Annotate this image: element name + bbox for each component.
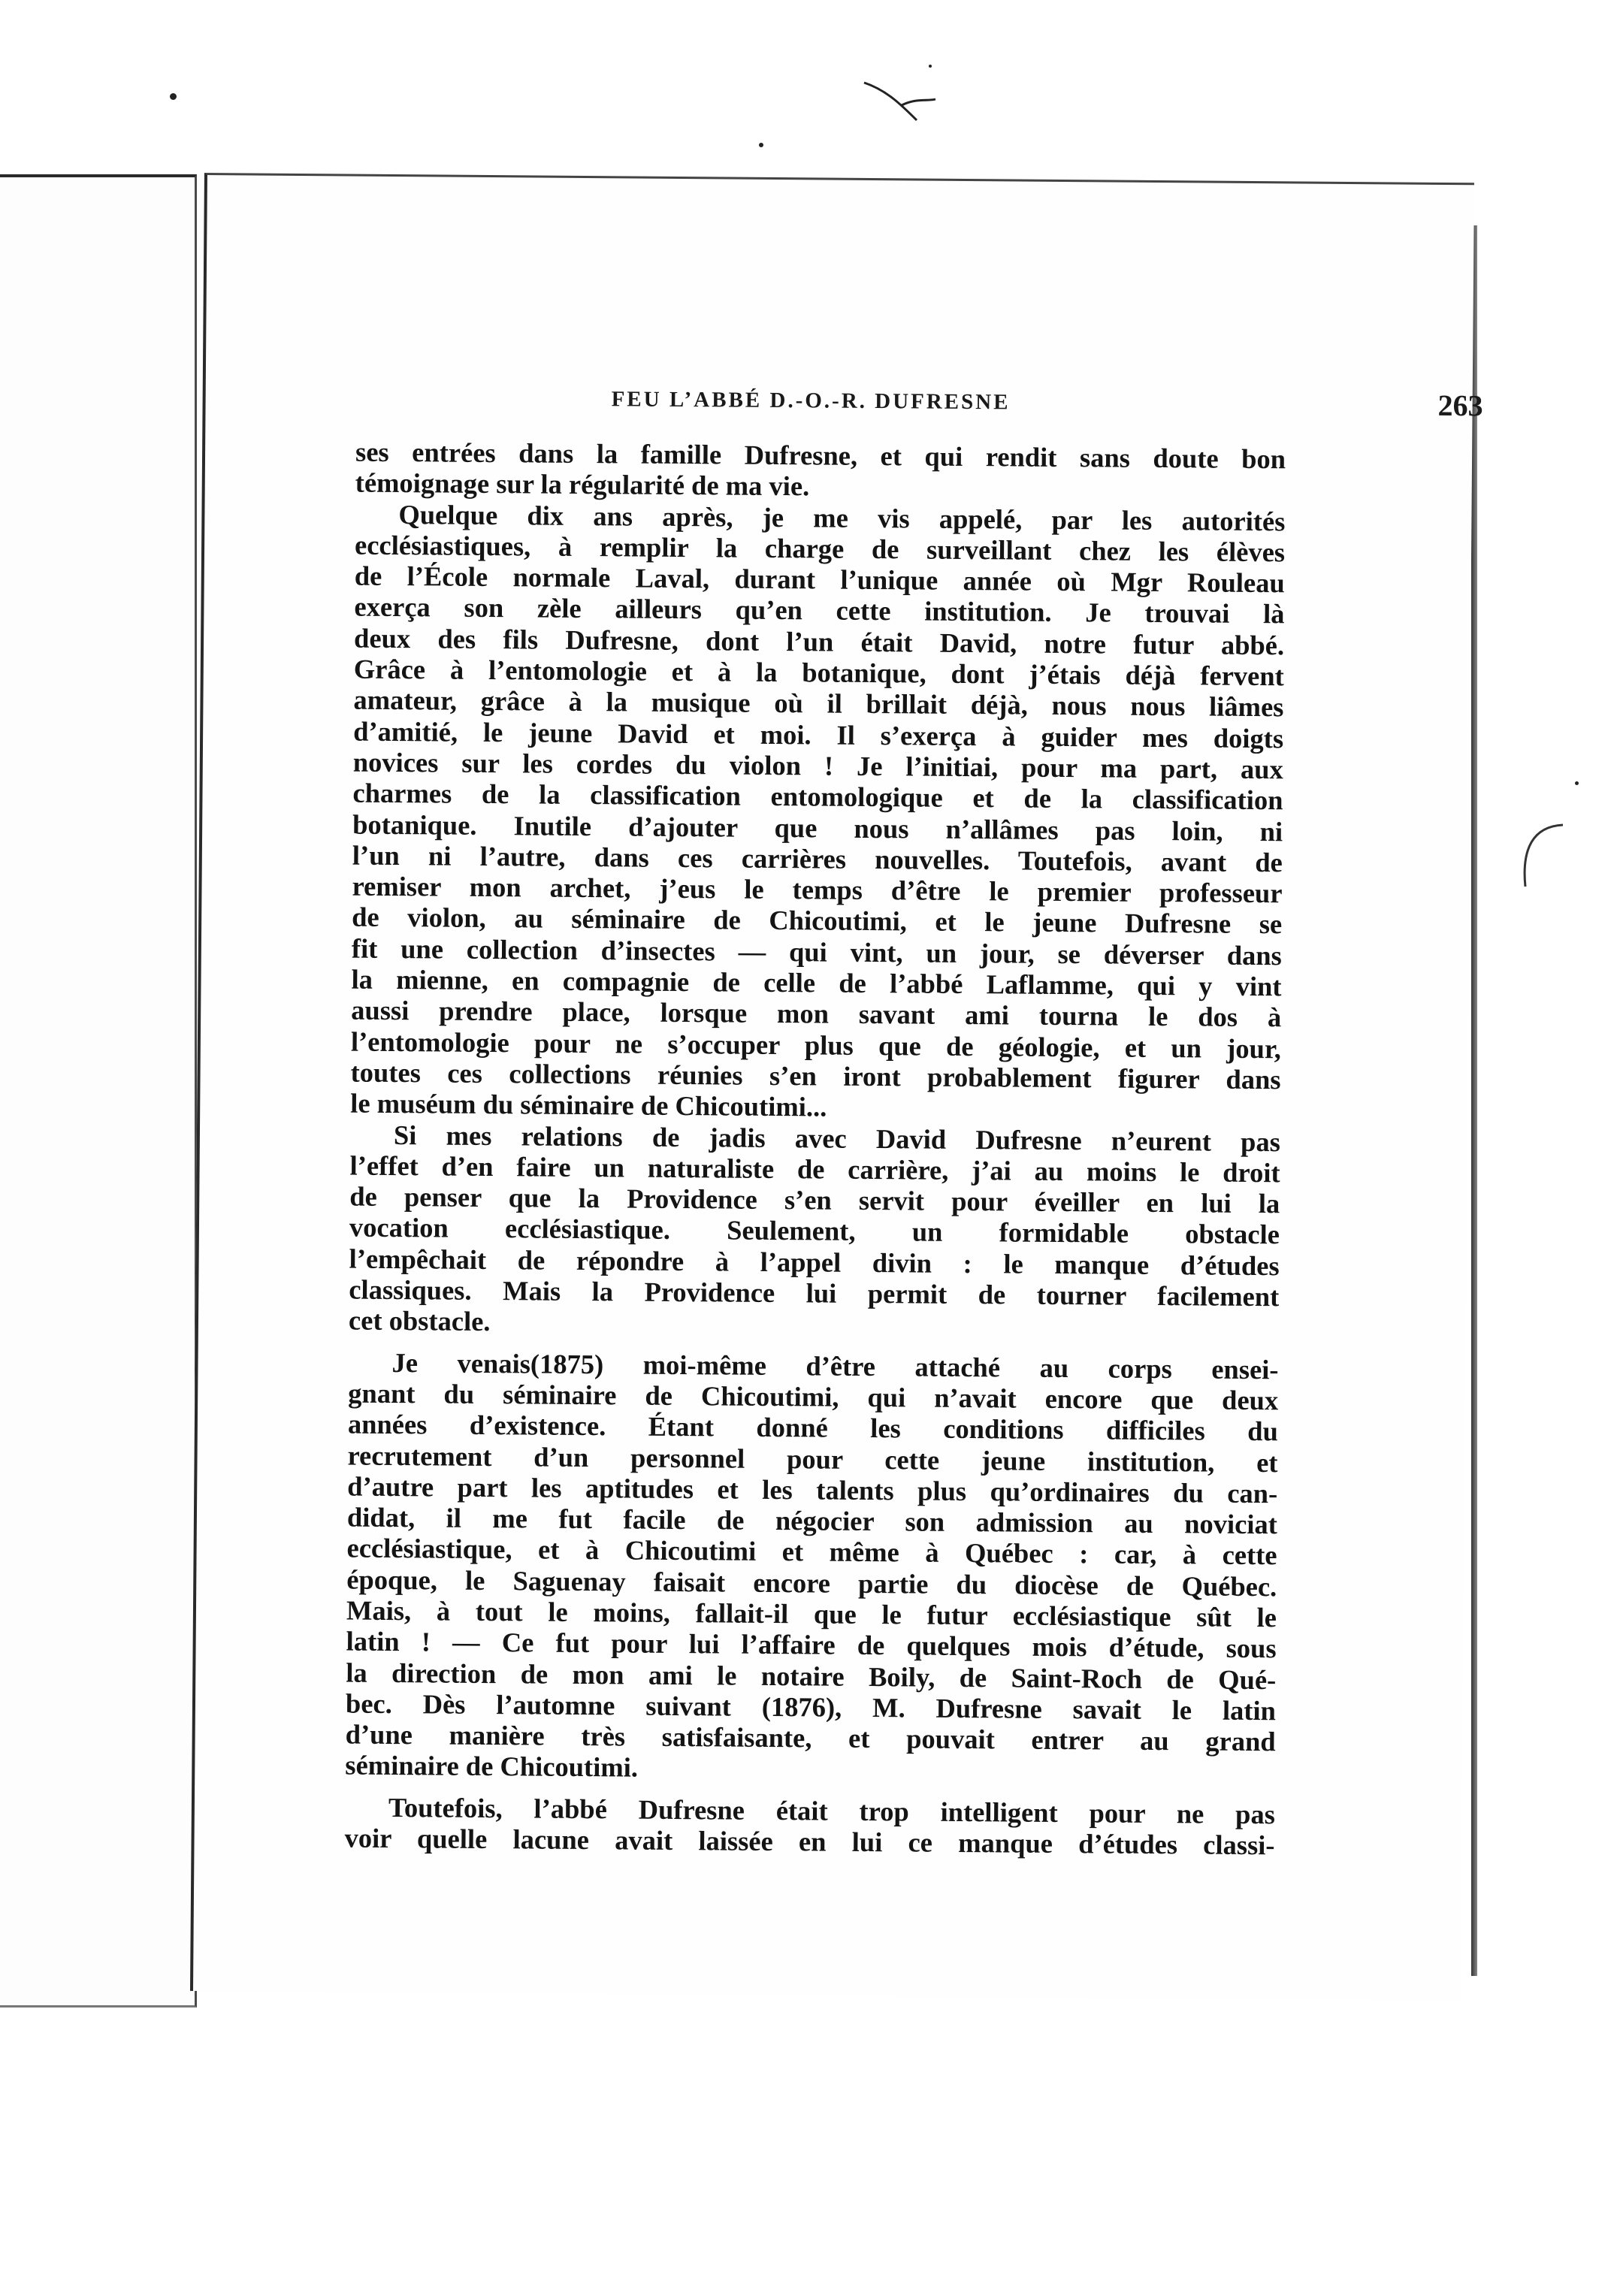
text-line: d’une manière très satisfaisante, et pouvait entrer au grand [345, 1718, 1276, 1757]
scan-speck [170, 93, 177, 100]
text-line: années d’existence. Étant donné les conditions difficiles du [347, 1408, 1279, 1447]
text-line: Mais, à tout le moins, fallait-il que le futur ecclésiastique sût le [346, 1594, 1277, 1633]
scan-hair-mark [1510, 819, 1570, 894]
text-line: ecclésiastiques, à remplir la charge de surveillant chez les élèves [354, 529, 1286, 568]
text-line: l’un ni l’autre, dans ces carrières nouvelles. Toutefois, avant de [352, 839, 1283, 878]
text-line: l’entomologie pour ne s’occuper plus que de géologie, et un jour, [350, 1026, 1282, 1064]
text-line: novices sur les cordes du violon ! Je l’initiai, pour ma part, aux [352, 746, 1283, 785]
text-line: deux des fils Dufresne, dont l’un était David, notre futur abbé. [353, 622, 1285, 661]
text-line: l’effet d’en faire un naturaliste de carrière, j’ai au moins le droit [349, 1150, 1280, 1189]
paragraph [350, 498, 1285, 1126]
text-line: ses entrées dans la famille Dufresne, et qui rendit sans doute bon [355, 436, 1286, 475]
text-line: classiques. Mais la Providence lui permit de tourner facilement [349, 1273, 1280, 1313]
text-line: époque, le Saguenay faisait encore partie du diocèse de Québec. [346, 1563, 1277, 1602]
text-line: bec. Dès l’automne suivant (1876), M. Dufresne savait le latin [345, 1687, 1277, 1727]
text-line: d’autre part les aptitudes et les talents plus qu’ordinaires du can- [347, 1470, 1278, 1509]
previous-page-edge [0, 174, 197, 2007]
text-line: exerça son zèle ailleurs qu’en cette institution. Je trouvai là [354, 591, 1285, 630]
scan-hair-mark [857, 68, 939, 128]
text-line: de violon, au séminaire de Chicoutimi, et le jeune Dufresne se [352, 902, 1283, 940]
paragraph [349, 1119, 1280, 1343]
paragraph [355, 437, 1286, 506]
running-head: FEU L’ABBÉ D.-O.-R. DUFRESNE [611, 387, 1011, 415]
text-line: séminaire de Chicoutimi. [345, 1750, 639, 1784]
text-line: remiser mon archet, j’eus le temps d’être le premier professeur [352, 870, 1283, 909]
text-line: charmes de la classification entomologique et de la classification [352, 777, 1283, 816]
text-line: toutes ces collections réunies s’en iront probablement figurer dans [350, 1056, 1281, 1095]
text-line: Toutefois, l’abbé Dufresne était trop intelligent pour ne pas [388, 1791, 1276, 1830]
text-line: Je venais(1875) moi-même d’être attaché au corps ensei- [391, 1346, 1279, 1385]
scan-speck [1575, 781, 1579, 785]
text-line: voir quelle lacune avait laissée en lui ce manque d’études classi- [344, 1822, 1275, 1861]
text-line: Grâce à l’entomologie et à la botanique, dont j’étais déjà fervent [353, 653, 1284, 692]
text-line: ecclésiastique, et à Chicoutimi et même à Québec : car, à cette [346, 1532, 1277, 1571]
text-line: la mienne, en compagnie de celle de l’abbé Laflamme, qui y vint [351, 963, 1282, 1002]
book-page [190, 173, 1483, 2001]
text-line: latin ! — Ce fut pour lui l’affaire de quelques mois d’étude, sous [346, 1625, 1277, 1664]
text-line: amateur, grâce à la musique où il brillait déjà, nous nous liâmes [353, 684, 1284, 723]
text-line: d’amitié, le jeune David et moi. Il s’exerça à guider mes doigts [353, 715, 1284, 754]
text-line: recrutement d’un personnel pour cette jeune institution, et [347, 1440, 1278, 1478]
text-line: le muséum du séminaire de Chicoutimi... [350, 1087, 827, 1122]
page-number: 263 [1437, 388, 1483, 423]
text-line: fit une collection d’insectes — qui vint, un jour, se déverser dans [351, 932, 1283, 971]
text-line: de penser que la Providence s’en servit pour éveiller en lui la [349, 1180, 1280, 1219]
text-line: Si mes relations de jadis avec David Dufresne n’eurent pas [393, 1119, 1281, 1157]
text-line: cet obstacle. [348, 1304, 491, 1337]
text-line: Quelque dix ans après, je me vis appelé, par les autorités [398, 498, 1286, 536]
paragraph [344, 1791, 1275, 1860]
text-line: aussi prendre place, lorsque mon savant ami tourna le dos à [351, 994, 1282, 1033]
text-line: gnant du séminaire de Chicoutimi, qui n’avait encore que deux [348, 1377, 1279, 1416]
body-text [344, 437, 1286, 1861]
paragraph [345, 1346, 1279, 1788]
scan-speck [759, 143, 763, 147]
text-line: vocation ecclésiastique. Seulement, un formidable obstacle [349, 1211, 1280, 1250]
text-line: botanique. Inutile d’ajouter que nous n’allâmes pas loin, ni [352, 808, 1283, 847]
text-line: la direction de mon ami le notaire Boily, de Saint-Roch de Qué- [346, 1657, 1277, 1695]
text-line: l’empêchait de répondre à l’appel divin : le manque d’études [349, 1243, 1280, 1281]
text-line: de l’École normale Laval, durant l’unique année où Mgr Rouleau [354, 560, 1285, 599]
page-stack-edge [1471, 225, 1477, 1976]
text-line: didat, il me fut facile de négocier son admission au noviciat [346, 1501, 1278, 1540]
text-line: témoignage sur la régularité de ma vie. [355, 467, 810, 502]
